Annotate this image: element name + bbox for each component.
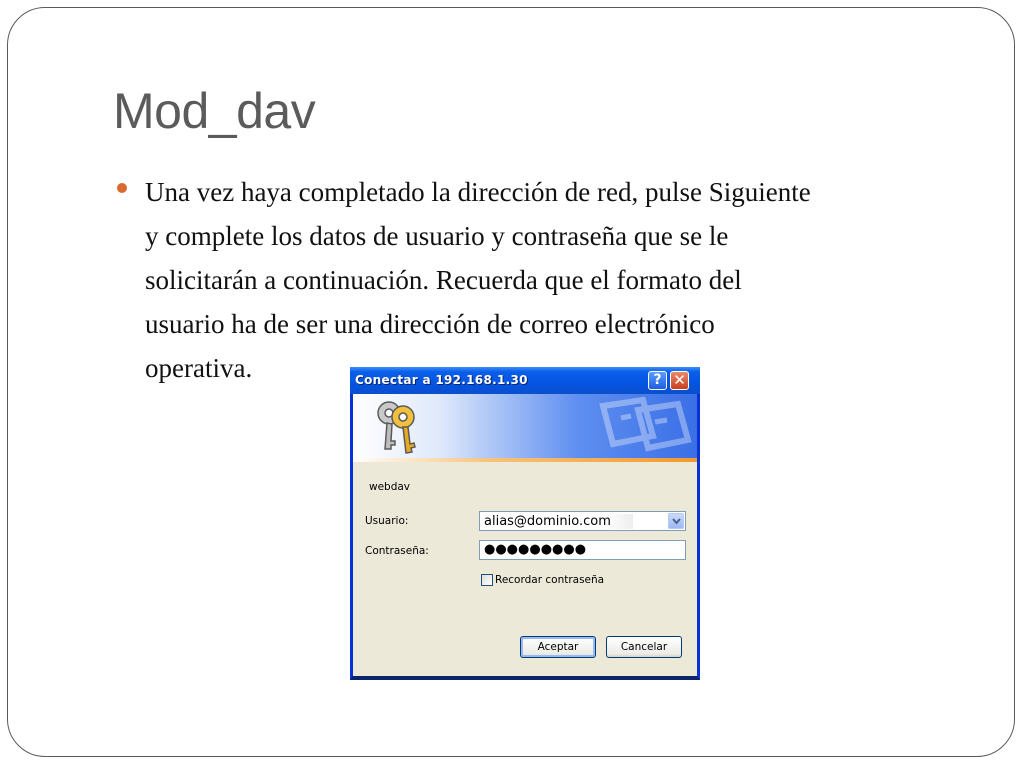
bullet-line: y complete los datos de usuario y contraseña que se le: [145, 221, 729, 251]
ok-button[interactable]: Aceptar: [520, 636, 596, 658]
cancel-button[interactable]: Cancelar: [606, 636, 682, 658]
bullet-line: operativa.: [145, 353, 253, 383]
login-dialog: [350, 367, 700, 680]
dialog-banner: [353, 394, 697, 458]
username-label: Usuario:: [365, 515, 409, 527]
dialog-title: Conectar a 192.168.1.30: [355, 373, 528, 387]
bullet-text: [145, 170, 980, 390]
bullet-line: solicitarán a continuación. Recuerda que el formato del: [145, 265, 742, 295]
username-value[interactable]: alias@dominio.com: [484, 514, 633, 529]
dropdown-arrow-button[interactable]: [668, 513, 684, 529]
remember-password-checkbox[interactable]: [481, 574, 493, 586]
password-field[interactable]: [479, 540, 686, 560]
realm-text: webdav: [369, 481, 411, 493]
bullet-line: Una vez haya completado la dirección de red, pulse Siguiente: [145, 177, 811, 207]
network-watermark-icon: [583, 396, 693, 458]
username-combobox[interactable]: [479, 511, 686, 531]
password-value: ●●●●●●●●●: [484, 542, 587, 557]
bullet-icon: [117, 183, 127, 193]
close-button[interactable]: ✕: [670, 371, 689, 390]
chevron-down-icon: [672, 518, 681, 525]
password-label: Contraseña:: [365, 545, 429, 557]
slide-title: Mod_dav: [113, 83, 316, 139]
banner-divider: [353, 458, 697, 462]
help-button[interactable]: ?: [648, 371, 667, 390]
keys-icon: [373, 399, 425, 455]
remember-password-label[interactable]: Recordar contraseña: [495, 574, 605, 586]
bullet-line: usuario ha de ser una dirección de correo electrónico: [145, 309, 715, 339]
dialog-titlebar[interactable]: [350, 367, 700, 394]
